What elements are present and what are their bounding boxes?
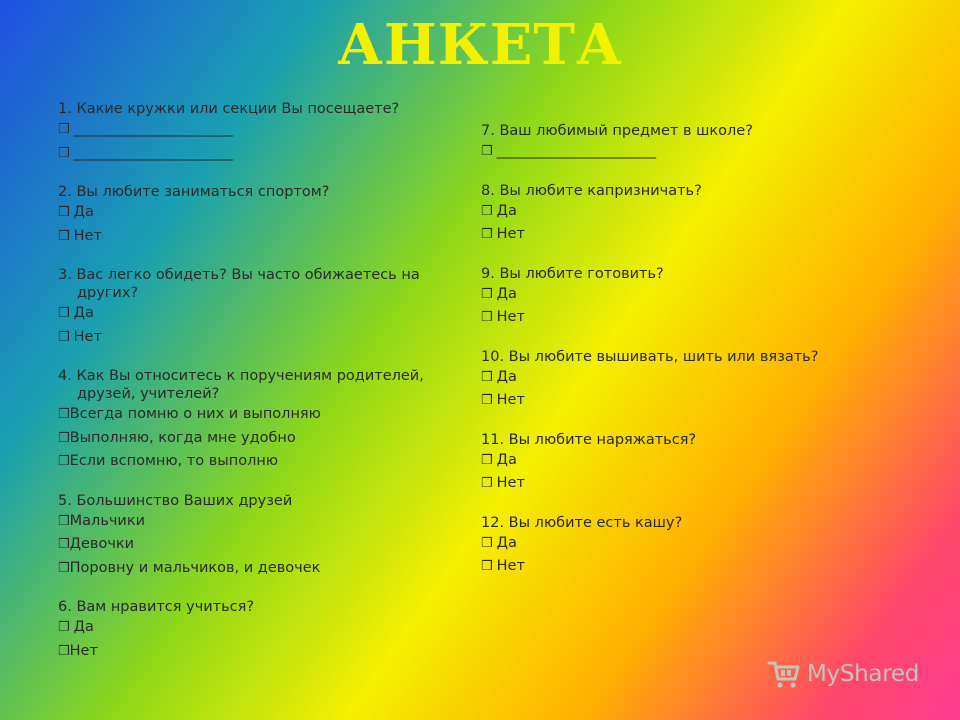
watermark-text: MyShared [807, 661, 920, 687]
checkbox-icon[interactable]: ❒ [481, 203, 493, 219]
myshared-watermark[interactable] [767, 656, 937, 692]
question-text-continuation: других? [77, 285, 139, 301]
questions-right-column [481, 122, 881, 597]
option-row[interactable] [58, 225, 458, 249]
checkbox-icon[interactable]: ❒ [58, 560, 70, 576]
checkbox-icon[interactable]: ❒ [58, 306, 70, 321]
option-label: ______________________ [496, 143, 657, 159]
option-label: Нет [496, 558, 525, 574]
option-label: Всегда помню о них и выполняю [69, 406, 321, 422]
question-text: 10. Вы любите вышивать, шить или вязать? [481, 348, 819, 365]
option-row[interactable] [481, 366, 881, 390]
page-title: АНКЕТА [337, 12, 623, 78]
question-4 [58, 367, 458, 474]
checkbox-icon[interactable]: ❒ [481, 286, 493, 302]
checkbox-icon[interactable]: ❒ [58, 454, 70, 469]
question-text-continuation: друзей, учителей? [77, 386, 220, 402]
option-row[interactable] [481, 223, 881, 247]
option-label: Нет [496, 392, 525, 408]
checkbox-icon[interactable]: ❒ [58, 228, 70, 244]
question-text [58, 266, 458, 302]
question-9 [481, 265, 881, 330]
question-text: 7. Ваш любимый предмет в школе? [481, 123, 753, 139]
option-label: Девочки [69, 536, 135, 552]
question-2 [58, 183, 458, 248]
question-text: 8. Вы любите капризничать? [481, 182, 702, 199]
option-row[interactable] [58, 403, 458, 427]
option-row[interactable] [481, 472, 881, 496]
option-label: Поровну и мальчиков, и девочек [69, 559, 321, 576]
question-text: 12. Вы любите есть кашу? [481, 514, 683, 531]
checkbox-icon[interactable]: ❒ [58, 430, 70, 446]
question-text: 2. Вы любите заниматься спортом? [58, 184, 330, 200]
checkbox-icon[interactable]: ❒ [481, 369, 493, 385]
checkbox-icon[interactable]: ❒ [481, 310, 493, 325]
checkbox-icon[interactable]: ❒ [481, 476, 493, 491]
question-3 [58, 266, 458, 349]
option-label: ______________________ [73, 121, 234, 137]
option-row[interactable] [58, 118, 458, 142]
option-row[interactable] [58, 326, 458, 350]
question-5 [58, 492, 458, 581]
option-label: Мальчики [69, 512, 146, 529]
question-11 [481, 431, 881, 496]
question-text: 1. Какие кружки или секции Вы посещаете? [58, 101, 400, 117]
question-6 [58, 598, 458, 663]
option-label: Да [73, 204, 94, 220]
option-label: Да [496, 368, 517, 385]
option-label: Нет [69, 642, 98, 659]
option-row[interactable] [58, 302, 458, 326]
option-row[interactable] [481, 389, 881, 413]
option-label: ______________________ [73, 144, 234, 161]
option-row[interactable] [58, 533, 458, 557]
checkbox-icon[interactable]: ❒ [481, 452, 493, 468]
checkbox-icon[interactable]: ❒ [58, 643, 70, 659]
checkbox-icon[interactable]: ❒ [481, 535, 493, 551]
checkbox-icon[interactable]: ❒ [58, 329, 70, 345]
option-label: Нет [73, 328, 102, 345]
checkbox-icon[interactable]: ❒ [58, 537, 70, 552]
option-row[interactable] [481, 532, 881, 556]
question-text: 6. Вам нравится учиться? [58, 599, 255, 615]
option-row[interactable] [481, 555, 881, 579]
checkbox-icon[interactable]: ❒ [481, 559, 493, 574]
question-text: 5. Большинство Ваших друзей [58, 492, 293, 509]
option-label: Да [496, 202, 517, 219]
option-row[interactable] [58, 557, 458, 581]
option-label: Да [73, 305, 94, 321]
option-label: Если вспомню, то выполню [69, 453, 279, 469]
option-label: Да [496, 285, 517, 302]
option-row[interactable] [58, 427, 458, 451]
question-7 [481, 122, 881, 164]
option-label: Нет [496, 226, 525, 242]
checkbox-icon[interactable]: ❒ [58, 122, 70, 137]
option-row[interactable] [58, 450, 458, 474]
checkbox-icon[interactable]: ❒ [58, 513, 70, 529]
shopping-cart-icon [767, 658, 801, 690]
question-text-line: 4. Как Вы относитесь к поручениям родителей, [58, 368, 424, 384]
option-row[interactable] [58, 640, 458, 664]
option-label: Нет [496, 309, 525, 325]
option-row[interactable] [481, 140, 881, 164]
option-row[interactable] [58, 510, 458, 534]
option-label: Нет [496, 475, 525, 491]
checkbox-icon[interactable]: ❒ [58, 620, 70, 635]
question-8 [481, 182, 881, 247]
checkbox-icon[interactable]: ❒ [58, 145, 70, 161]
questions-left-column [58, 100, 458, 681]
question-text-line: 3. Вас легко обидеть? Вы часто обижаетесь на [58, 267, 420, 283]
option-row[interactable] [481, 306, 881, 330]
checkbox-icon[interactable]: ❒ [58, 205, 70, 220]
option-row[interactable] [58, 201, 458, 225]
question-text [58, 367, 458, 403]
question-text: 9. Вы любите готовить? [481, 265, 664, 282]
option-row[interactable] [58, 142, 458, 166]
option-label: Нет [73, 227, 102, 244]
question-10 [481, 348, 881, 413]
option-label: Да [496, 451, 517, 468]
checkbox-icon[interactable]: ❒ [481, 393, 493, 408]
checkbox-icon[interactable]: ❒ [58, 407, 70, 422]
option-row[interactable] [481, 200, 881, 224]
checkbox-icon[interactable]: ❒ [481, 227, 493, 242]
checkbox-icon[interactable]: ❒ [481, 144, 493, 159]
question-1 [58, 100, 458, 165]
option-row[interactable] [58, 616, 458, 640]
option-label: Выполняю, когда мне удобно [69, 429, 296, 446]
option-label: Да [73, 619, 94, 635]
question-text: 11. Вы любите наряжаться? [481, 431, 697, 448]
option-label: Да [496, 534, 517, 551]
option-row[interactable] [481, 449, 881, 473]
option-row[interactable] [481, 283, 881, 307]
question-12 [481, 514, 881, 579]
